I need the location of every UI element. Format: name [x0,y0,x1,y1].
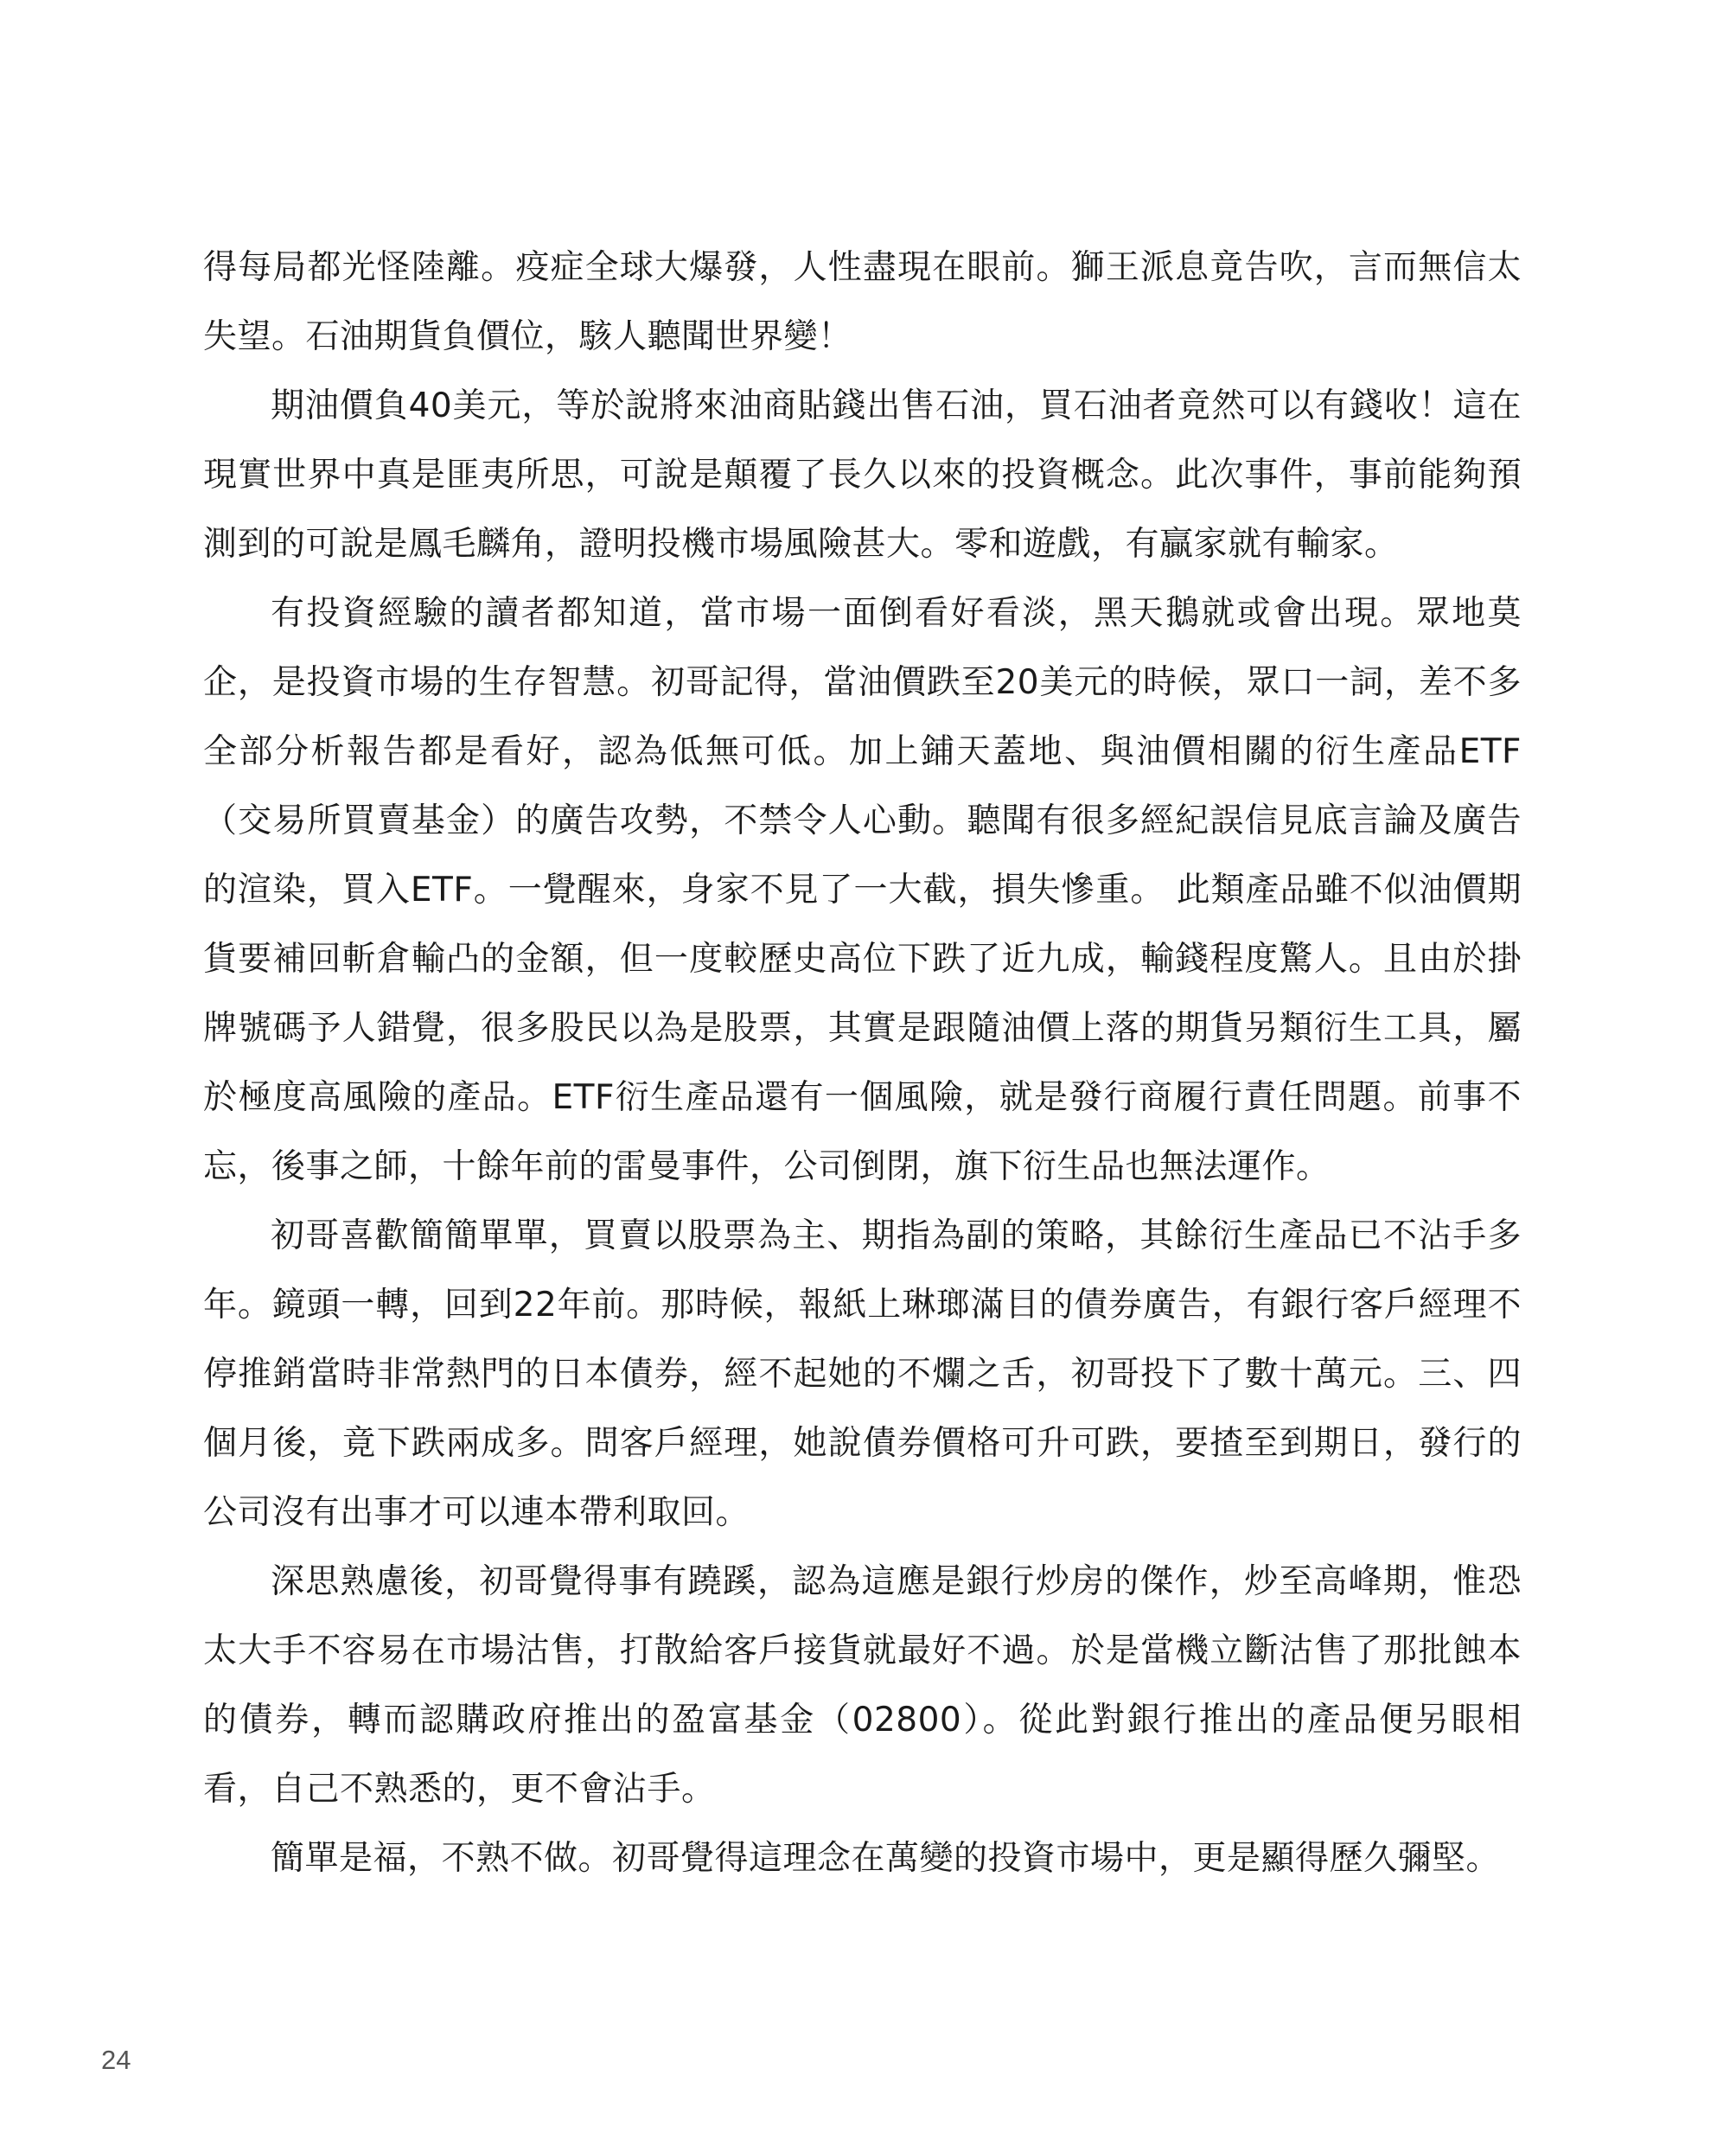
paragraph-conclusion: 簡單是福，不熟不做。初哥覺得這理念在萬變的投資市場中，更是顯得歷久彌堅。 [271,1839,1501,1878]
paragraph-tracker-fund: 深思熟慮後，初哥覺得事有蹺蹊，認為這應是銀行炒房的傑作，炒至高峰期，惟恐太大手不容易在市場沽售，打散給客戶接貨就最好不過。於是當機立斷沽售了那批蝕本的債券，轉而認購政府推出的盈富基金（02800）。從此對銀行推出的產品便另眼相看，自己不熟悉的，更不會沾手。 [203,1562,1522,1809]
paragraph-continuation: 得每局都光怪陸離。疫症全球大爆發，人性盡現在眼前。獅王派息竟告吹，言而無信太失望。石油期貨負價位，駭人聽聞世界變！ [203,248,1522,356]
paragraph-etf-risk: 有投資經驗的讀者都知道，當市場一面倒看好看淡，黑天鵝就或會出現。眾地莫企，是投資市場的生存智慧。初哥記得，當油價跌至20美元的時候，眾口一詞，差不多全部分析報告都是看好，認為低無可低。加上鋪天蓋地、與油價相關的衍生產品ETF（交易所買賣基金）的廣告攻勢，不禁令人心動。聽聞有很多經紀誤信見底言論及廣告的渲染，買入ETF。一覺醒來，身家不見了一大截，損失慘重。 此類產品雖不似油價期貨要補回斬倉輸凸的金額，但一度較歷史高位下跌了近九成，輸錢程度驚人。且由於掛牌號碼予人錯覺，很多股民以為是股票，其實是跟隨油價上落的期貨另類衍生工具，屬於極度高風險的產品。ETF衍生產品還有一個風險，就是發行商履行責任問題。前事不忘，後事之師，十餘年前的雷曼事件，公司倒閉，旗下衍生品也無法運作。 [203,594,1522,1186]
body-text [203,233,1522,1893]
paragraph-bond-story: 初哥喜歡簡簡單單，買賣以股票為主、期指為副的策略，其餘衍生產品已不沾手多年。鏡頭一轉，回到22年前。那時候，報紙上琳瑯滿目的債券廣告，有銀行客戶經理不停推銷當時非常熱門的日本債券，經不起她的不爛之舌，初哥投下了數十萬元。三、四個月後，竟下跌兩成多。問客戶經理，她說債券價格可升可跌，要揸至到期日，發行的公司沒有出事才可以連本帶利取回。 [203,1216,1522,1532]
page-number: 24 [101,2045,131,2075]
paragraph-oil-futures: 期油價負40美元，等於說將來油商貼錢出售石油，買石油者竟然可以有錢收！這在現實世界中真是匪夷所思，可說是顛覆了長久以來的投資概念。此次事件，事前能夠預測到的可說是鳳毛麟角，證明投機市場風險甚大。零和遊戲，有贏家就有輸家。 [203,386,1522,564]
